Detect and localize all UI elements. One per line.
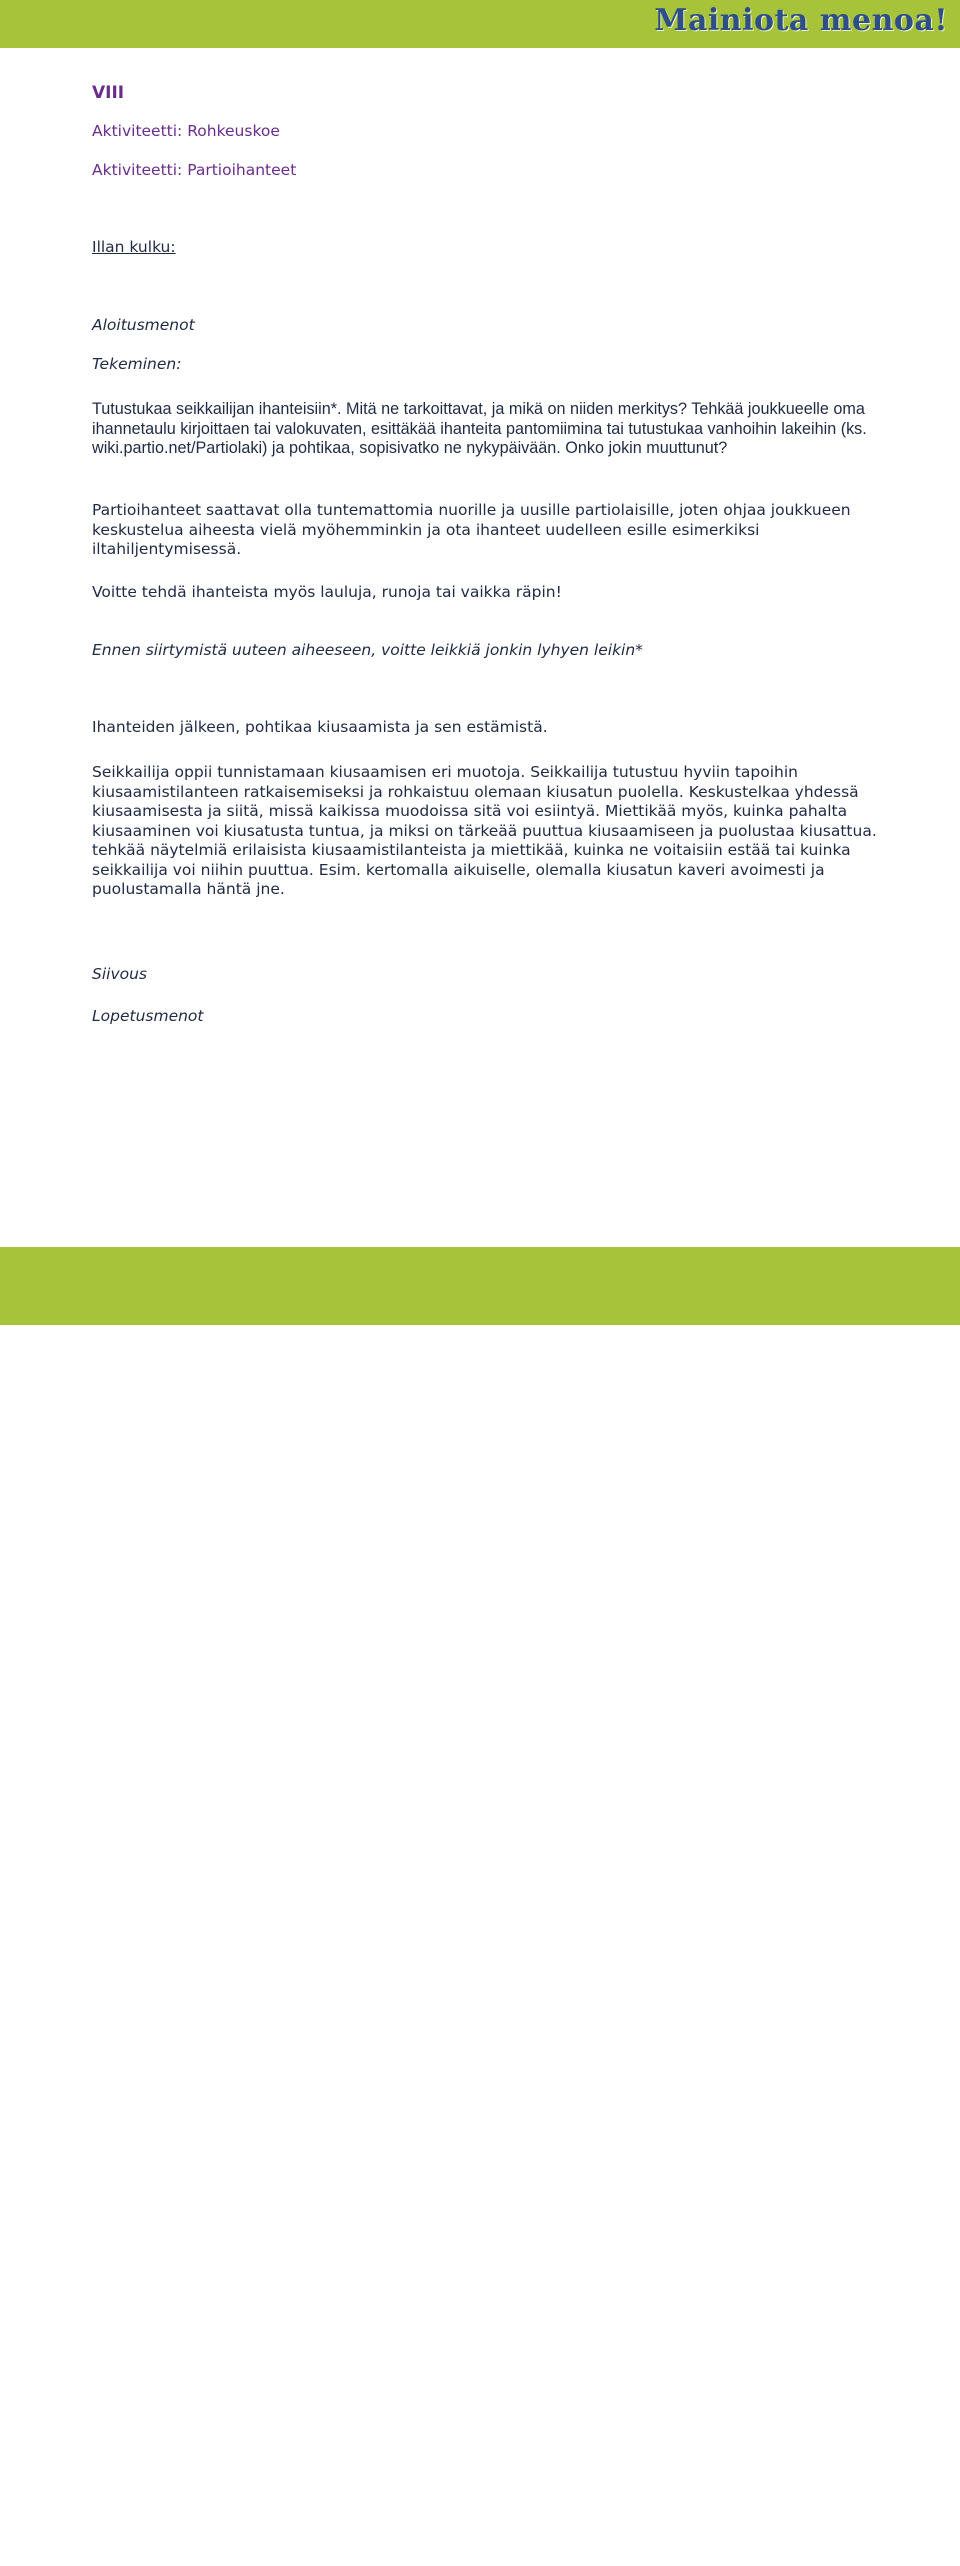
logo-partio-text: PARTIO (480, 2514, 565, 2538)
footer-logo (405, 2502, 625, 2566)
activities-label: Tekeminen: (92, 355, 182, 373)
paragraph-game-note: Ennen siirtymistä uuteen aiheeseen, voitte leikkiä jonkin lyhyen leikin* (92, 641, 643, 659)
logo-scout-text: scout (513, 2537, 573, 2562)
paragraph-bullying-intro: Ihanteiden jälkeen, pohtikaa kiusaamista ja sen estämistä. (92, 718, 548, 736)
svg-text:P: P (429, 2522, 446, 2550)
closing-ceremony-label: Lopetusmenot (92, 1007, 204, 1025)
regional-seal (407, 2502, 469, 2562)
seal-text: POHJANMAAN PARTIOLAISET (406, 2502, 470, 2563)
paragraph-bullying-detail: Seikkailija oppii tunnistamaan kiusaamisen eri muotoja. Seikkailija tutustuu hyviin tapoihin kiusaamistilanteen ratkaisemiseksi ja rohkaistuu olemaan kiusatun puolella. Keskustelkaa yhdessä kiusaamisesta ja siitä, missä kaikissa muodoissa sitä voi esiintyä. Miettikää myös, kuinka pahalta kiusaaminen voi kiusatusta tuntua, ja miksi on tärkeää puuttua kiusaamiseen ja puolustaa kiusattua. tehkää näytelmiä erilaisista kiusaamistilanteista ja miettikää, kuinka ne voitaisiin estää tai kuinka seikkailija voi niihin puuttua. Esim. kertomalla aikuiselle, olemalla kiusatun kaveri avoimesti ja puolustamalla häntä jne. (92, 763, 877, 898)
partio-lily-knot-icon (572, 2514, 612, 2554)
section-heading: VIII (92, 83, 125, 103)
paragraph-ideals-intro: Tutustukaa seikkailijan ihanteisiin*. Mitä ne tarkoittavat, ja mikä on niiden merkitys? Tehkää joukkueelle oma ihannetaulu kirjoittaen tai valokuvaten, esittäkää ihanteita pantomiimina tai tutustukaa vanhoihin lakeihin (ks. wiki.partio.net/Partiolaki) ja pohtikaa, sopisivatko ne nykypäivään. Onko jokin muuttunut? (92, 400, 867, 457)
cleanup-label: Siivous (92, 965, 148, 983)
paragraph-songs: Voitte tehdä ihanteista myös lauluja, runoja tai vaikka räpin! (92, 583, 562, 601)
activity-title-2: Aktiviteetti: Partioihanteet (92, 161, 297, 179)
brand-title: Mainiota menoa! (654, 3, 948, 38)
opening-ceremony-label: Aloitusmenot (92, 316, 195, 334)
evening-flow-heading: Illan kulku: (92, 238, 176, 256)
header-bar (0, 0, 960, 48)
footer-bar (0, 1247, 960, 2563)
activity-title-1: Aktiviteetti: Rohkeuskoe (92, 122, 280, 140)
paragraph-ideals-guidance: Partioihanteet saattavat olla tuntemattomia nuorille ja uusille partiolaisille, joten ohjaa joukkueen keskustelua aiheesta vielä myöhemminkin ja ota ihanteet uudelleen esille esimerkiksi iltahiljentymisessä. (92, 501, 851, 558)
